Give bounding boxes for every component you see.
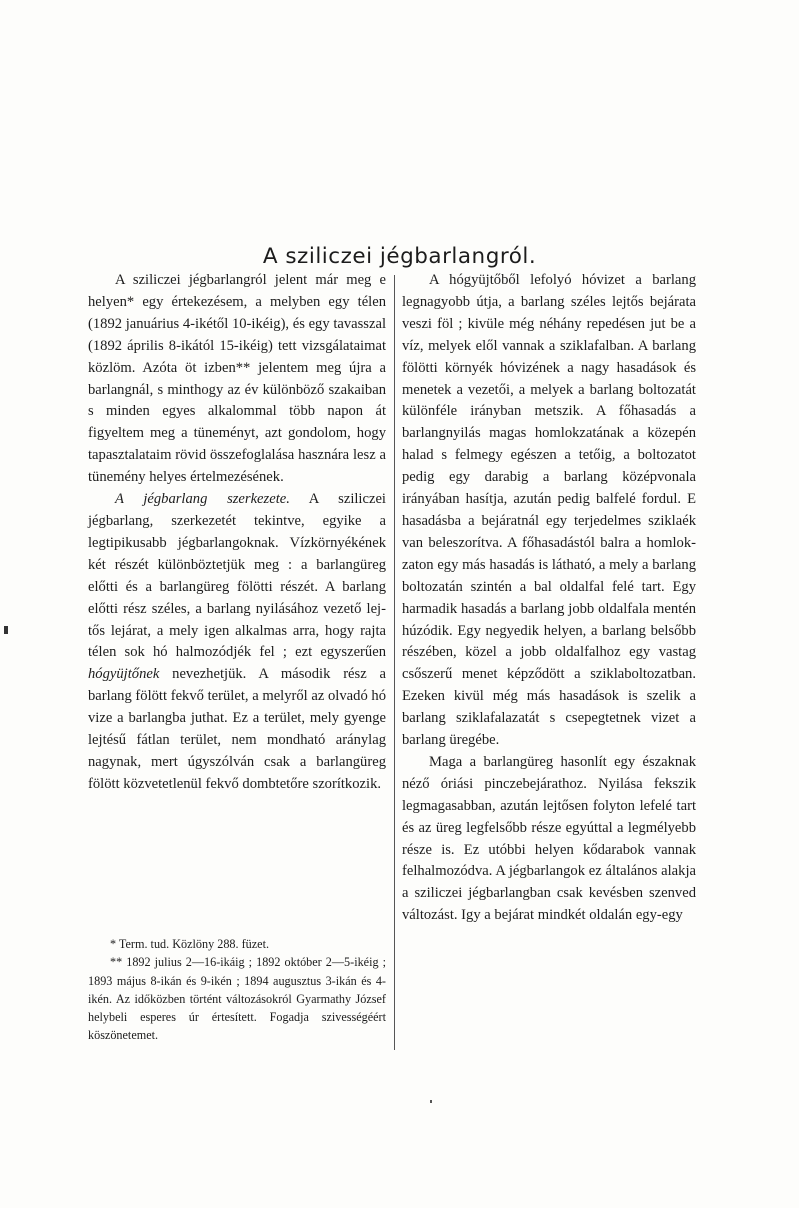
structure-text-b: nevezhetjük. A második rész a barlang fölött fekvő terület, a melyről az olvadó hó vize a barlangba juthat. Ez a terület, mely gyenge lejtésű fátlan terület, nem mondható aránylag nagynak, mert úgyszólván csak a barlangüreg fölött közvetetlenül fekvő dombtetőre szorítkozik. xyxy=(88,666,386,792)
column-divider xyxy=(394,275,395,1050)
scan-edge-mark xyxy=(4,626,8,634)
structure-text-a: A sziliczei jégbarlang, szerkezetét tekintve, egyike a legtipikusabb jégbarlangoknak. Vízkörnyékének két részét különböztetjük meg : a barlangüreg előtti és a barlangüreg fölötti részét. A barlang előtti rész széles, a barlang nyilásához vezető lejtős lejárat, a mely igen alkalmas arra, hogy rajta télen sok hó halmozódjék fel ; ezt egyszerűen xyxy=(88,491,386,661)
section-heading: A jégbarlang szerkezete. xyxy=(115,491,290,508)
left-column xyxy=(88,270,386,796)
article-title: A sziliczei jégbarlangról. xyxy=(262,244,537,270)
structure-paragraph xyxy=(88,489,386,796)
italic-term: hógyüjtőnek xyxy=(88,666,160,683)
scan-speck xyxy=(430,1100,432,1103)
right-paragraph-1: A hógyüjtőből lefolyó hóvizet a barlang legnagyobb útja, a barlang széles lejtős bejárata veszi föl ; kivüle még néhány repedésen jut be a víz, melyek elől vannak a sziklafalban. A barlang fölötti környék hóvizének a nagy hasadások és menetek a vezetői, a melyek a barlang boltozatát különféle irányban metszik. A főhasadás a barlangnyilás magas homlokzatának a közepén halad s felmegy egészen a tetőig, a boltozatot pedig egy darabig a barlang középvonala irányában hasítja, azután pedig balfelé fordul. E hasadásba a bejáratnál egy terjedelmes sziklaék van beleszorítva. A főhasadástól balra a homlokzaton egy más hasadás is látható, a mely a barlang boltozatán szintén a bal oldalfal felé tart. Egy harmadik hasadás a barlang jobb oldalfala mentén húzódik. Egy negyedik helyen, a barlang belsőbb részében, közel a jobb oldalfalhoz egy vastag csőszerű menet képződött a sziklaboltozatban. Ezeken kivül még más hasadások is szelik a barlang sziklafalazatát s csepegtetnek vizet a barlang üregébe. xyxy=(402,272,696,749)
footnote-1: * Term. tud. Közlöny 288. füzet. xyxy=(110,937,270,951)
footnotes xyxy=(88,935,386,1045)
right-paragraph-2: Maga a barlangüreg hasonlít egy északnak néző óriási pinczebejárathoz. Nyilása fekszik legmagasabban, azután lejtősen folyton lefelé tart és az üreg legfelsőbb része egyúttal a legmélyebb része is. Ez utóbbi helyen kődarabok vannak felhalmozódva. A jégbarlangok ez általános alakja a sziliczei jégbarlangban csak kevésben szenved változást. Igy a bejárat mindkét oldalán egy-egy xyxy=(402,753,696,924)
right-column xyxy=(402,270,696,927)
footnote-2: ** 1892 julius 2—16-ikáig ; 1892 október 2—5-ikéig ; 1893 május 8-ikán és 9-ikén ; 1894 augusztus 3-ikán és 4-ikén. Az időközben történt változásokról Gyarmathy József helybeli esperes úr értesített. Fogadja szivességéért köszönetemet. xyxy=(88,955,386,1043)
intro-paragraph: A sziliczei jégbarlangról jelent már meg e helyen* egy értekezésem, a melyben egy télen (1892 januárius 4-ikétől 10-ikéig), és egy tavasszal (1892 április 8-ikától 15-ikéig) tett vizsgálataimat közlöm. Azóta öt izben** jelentem meg újra a barlangnál, s minthogy az év különböző szakaiban s minden egyes alkalommal több napon át figyeltem meg a tüneményt, azt gondolom, hogy tapasztalataim rövid összefoglalása hasznára lesz a tünemény helyes értelmezésének. xyxy=(88,272,386,486)
